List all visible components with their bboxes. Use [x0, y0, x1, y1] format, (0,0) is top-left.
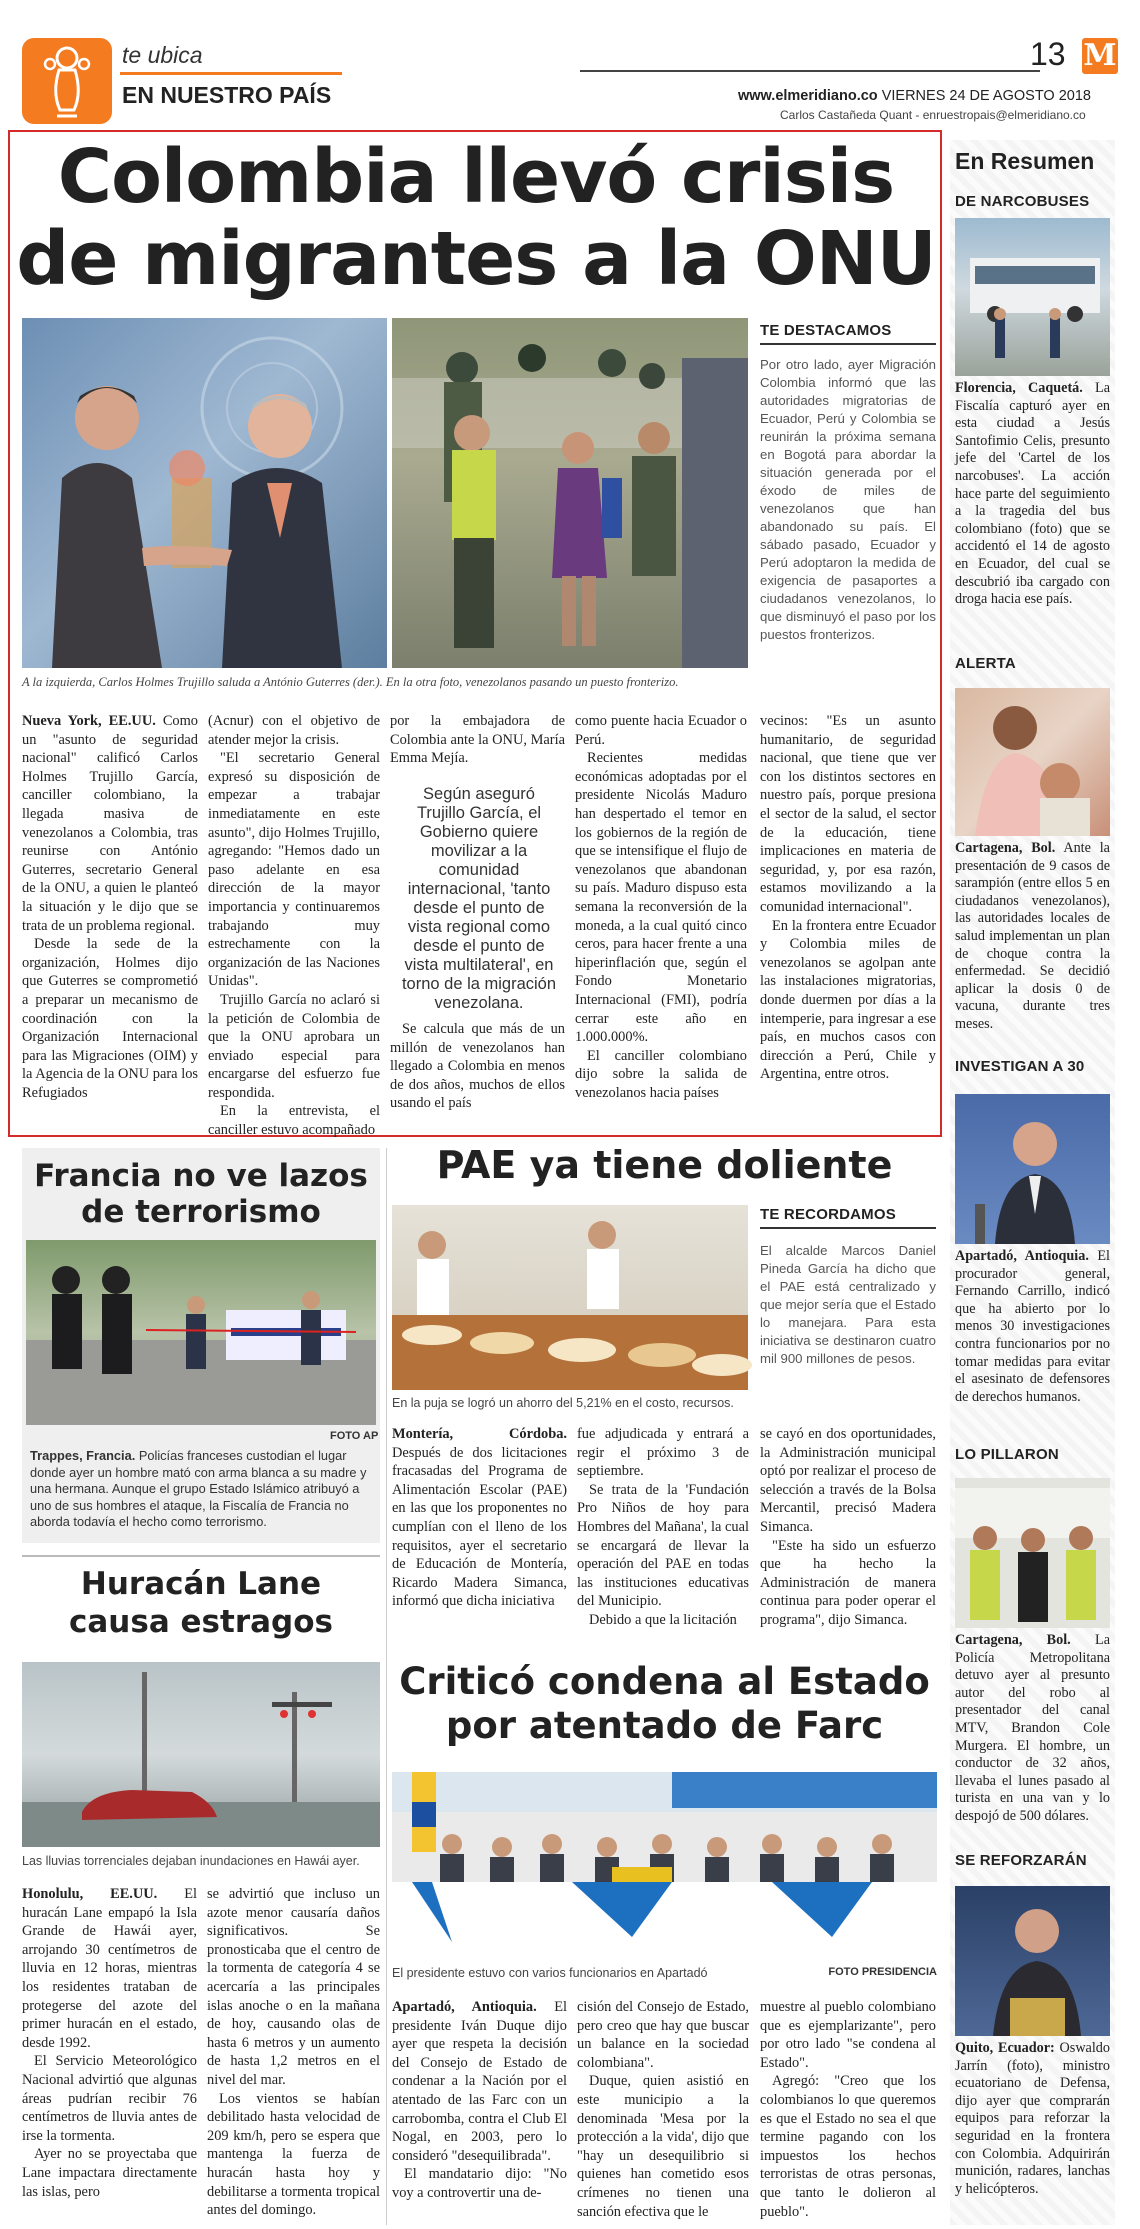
section-label-bottom: EN NUESTRO PAÍS [122, 82, 332, 108]
pae-highlight: El alcalde Marcos Daniel Pineda García ha dicho que el PAE está centralizado y que mejor sería que el Estado lo manejara. Para esta iniciativa se destinaron cuatro mil 900 millones de pesos. [760, 1243, 936, 1366]
editor-contact: Carlos Castañeda Quant - enruestropais@elmeridiano.co [780, 108, 1086, 122]
farc-caption: El presidente estuvo con varios funcionarios en Apartadó [392, 1966, 708, 1980]
main-photo-caption: A la izquierda, Carlos Holmes Trujillo saluda a António Guterres (der.). En la otra foto, venezolanos pasando un puesto fronterizo. [22, 675, 679, 689]
sidebar-dateline-narcobuses: Florencia, Caquetá. [955, 380, 1083, 396]
farc-col-1 [392, 1998, 567, 2225]
sidebar-label-reforzaran: SE REFORZARÁN [955, 1852, 1087, 1869]
pae-col-3-p1: se cayó en dos oportunidades, la Administración municipal optó por realizar el proceso de selección a través de la Bolsa Mercantil, precisó Madera Simanca. [760, 1426, 936, 1535]
pae-label: TE RECORDAMOS [760, 1206, 896, 1223]
farc-col-1-p2: El mandatario dijo: "No voy a controvertir una de- [392, 2166, 567, 2201]
main-headline-line-1: Colombia llevó crisis [57, 134, 895, 220]
huracan-col-2-p2: Los vientos se habían debilitado hasta velocidad de 209 km/h, pero se espera que mantenga la fuerza de huracán hasta hoy y debilitarse a tormenta tropical antes del domingo. [207, 2090, 380, 2219]
farc-col-2-p1: cisión del Consejo de Estado, pero creo que hay que buscar un balance en la sociedad colombiana". [577, 1999, 749, 2071]
sidebar-body-reforzaran: Oswaldo Jarrín (foto), ministro ecuatoriano de Defensa, dijo ayer que comprarán equipos para reforzar la seguridad en la frontera con Colombia. Adquirirán munición, radares, lanchas y helicópteros. [955, 2040, 1110, 2197]
pae-label-rule [760, 1227, 936, 1229]
left-divider [22, 1555, 380, 1557]
francia-caption-text: Policías franceses custodian el lugar donde ayer un hombre mató con arma blanca a su madre y una hermana. Aunque el grupo Estado Islámico atribuyó a uno de sus hombres el ataque, la Fiscalía de Francia no aborda todavía el hecho como terrorismo. [30, 1448, 367, 1529]
section-divider [120, 72, 342, 75]
main-col-2-p3: Trujillo García no aclaró si la petición de Colombia de que la ONU aprobara un enviado especial para encargarse del esfuerzo fue respondida. [208, 991, 380, 1101]
francia-caption [30, 1448, 375, 1531]
sidebar-photo-procurador [955, 1094, 1110, 1244]
sidebar-dateline-reforzaran: Quito, Ecuador: [955, 2040, 1055, 2056]
vase-icon [22, 38, 112, 124]
farc-col-2-p2: Duque, quien asistió en este municipio a la denominada 'Mesa por la protección a la vida', dijo que "hay un desequilibrio si quienes han cometido esos crímenes no tienen una sanción efectiva que le [577, 2073, 749, 2220]
main-col-5-p1: vecinos: "Es un asunto humanitario, de seguridad nacional, que tiene que ver con los distintos sectores en nuestro país, porque presiona el sector de la salud, el sector de la educación, tiene implicaciones en materia de seguridad, y, por esa razón, estamos movilizando a la comunidad internacional". [760, 713, 936, 915]
francia-headline-line-1: Francia no ve lazos [34, 1158, 368, 1194]
pae-caption: En la puja se logró un ahorro del 5,21% en el costo, recursos. [392, 1396, 734, 1410]
pae-col-2-p3: Debido a que la licitación [589, 1611, 737, 1628]
main-col-2-p2: "El secretario General expresó su disposición de empezar a trabajar inmediatamente en este asunto", dijo Holmes Trujillo, agregando: "Hemos dado un paso adelante en esa dirección de la mayor importancia y continuaremos trabajando muy estrechamente con la organización de las Naciones Unidas". [208, 750, 380, 990]
main-col-5-p2: En la frontera entre Ecuador y Colombia miles de venezolanos se agolpan ante las instalaciones migratorias, donde duermen por días a la intemperie, para ingresar a ese país, en muchos casos con dirección a Perú, Chile y Argentina, entre otros. [760, 917, 936, 1083]
huracan-col-1-p2: El Servicio Meteorológico Nacional advirtió que algunas áreas pudrían recibir 76 centímetros de lluvia antes de irse la tormenta. [22, 2053, 197, 2144]
sidebar-label-alerta: ALERTA [955, 655, 1016, 672]
main-col-4-p2: Recientes medidas económicas adoptadas por el presidente Nicolás Maduro han despertado el temor en los gobiernos de la región de que se intensifique el flujo de venezolanos que abandonan su país. Maduro dispuso esta semana la reconversión de la moneda, a la cual quitó cinco ceros, para hacer frente a una hiperinflación que, según el Fondo Monetario Internacional (FMI), podría cerrar este año en 1.000.000%. [575, 750, 747, 1046]
section-logo [22, 38, 112, 124]
sidebar-text-alerta [955, 840, 1110, 1040]
sidebar-label-investigan: INVESTIGAN A 30 [955, 1058, 1085, 1075]
farc-dateline: Apartadó, Antioquia. [392, 1999, 537, 2015]
pull-quote: Según aseguró Trujillo García, el Gobierno quiere movilizar a la comunidad internacional, 'tanto desde el punto de vista regional como desde el punto de vista multilateral', en torno de la migración venezolana. [401, 785, 557, 1012]
huracan-dateline: Honolulu, EE.UU. [22, 1886, 158, 1902]
main-col-1-p1: Como un "asunto de seguridad nacional" calificó Carlos Holmes Trujillo García, canciller colombiano, la llegada masiva de venezolanos a Colombia, tras reunirse con António Guterres, secretario General de la ONU, a quien le planteó la situación y le dijo que se trata de un problema regional. [22, 713, 198, 934]
main-col-2-p4: En la entrevista, el canciller estuvo acompañado [208, 1103, 380, 1139]
sidebar-photo-vaccine [955, 688, 1110, 836]
pae-col-2 [577, 1425, 749, 1653]
main-dateline: Nueva York, EE.UU. [22, 713, 156, 729]
huracan-caption: Las lluvias torrenciales dejaban inundaciones en Hawái ayer. [22, 1854, 360, 1868]
huracan-col-1-p1: El huracán Lane empapó la Isla Grande de Hawái ayer, arrojando 30 centímetros de lluvia en 12 horas, mientras los residentes trataban de protegerse del azote del primer huracán en el estado, desde 1992. [22, 1886, 198, 2051]
sidebar-text-pillaron [955, 1632, 1110, 1842]
sidebar-text-reforzaran [955, 2040, 1110, 2225]
sidebar-text-investigan [955, 1248, 1110, 1426]
sidebar-text-narcobuses [955, 380, 1110, 642]
issue-date: VIERNES 24 DE AGOSTO 2018 [881, 88, 1091, 104]
farc-headline-line-2: por atentado de Farc [445, 1704, 884, 1747]
sidebar-photo-bus [955, 218, 1110, 376]
highlight-rule [760, 343, 936, 345]
farc-headline [392, 1660, 937, 1748]
francia-photo-credit: FOTO AP [330, 1430, 379, 1442]
sidebar-dateline-pillaron: Cartagena, Bol. [955, 1632, 1071, 1648]
farc-col-3 [760, 1998, 936, 2225]
huracan-col-1-p3: Ayer no se proyectaba que Lane impactara directamente las islas, pero [22, 2146, 197, 2200]
photo-france-police [26, 1240, 376, 1425]
sidebar-dateline-investigan: Apartadó, Antioquia. [955, 1248, 1089, 1264]
main-col-3-bottom [390, 1020, 565, 1130]
sidebar-body-pillaron: La Policía Metropolitana detuvo ayer al presunto autor del robo al presentador del canal MTV, Brandon Cole Murgera. El hombre, un conductor de 32 años, llevaba el lunes pasado al turista en una van y lo despojó de 500 dólares. [955, 1632, 1110, 1824]
brand-logo: M [1083, 38, 1117, 73]
main-col-4-p1: como puente hacia Ecuador o Perú. [575, 713, 747, 748]
main-col-3-top [390, 712, 565, 772]
francia-headline-line-2: de terrorismo [81, 1194, 321, 1230]
pae-col-2-p1: fue adjudicada y entrará a regir el próximo 3 de septiembre. [577, 1426, 749, 1480]
main-col-4 [575, 712, 747, 1127]
photo-president-table [392, 1772, 937, 1960]
sidebar-photo-minister [955, 1886, 1110, 2036]
pae-col-3 [760, 1425, 936, 1653]
pae-dateline: Montería, Córdoba. [392, 1426, 567, 1442]
vertical-divider [386, 1148, 387, 2225]
sidebar-photo-arrest [955, 1478, 1110, 1628]
pae-col-1-p1: Después de dos licitaciones fracasadas del Programa de Alimentación Escolar (PAE) en las que los proponentes no cumplían con el lleno de los requisitos, ayer el secretario de Educación de Montería, Ricardo Madera Simanca, informó que dicha iniciativa [392, 1444, 567, 1610]
farc-headline-line-1: Criticó condena al Estado [399, 1660, 930, 1703]
farc-col-1-p1: El presidente Iván Duque dijo ayer que respeta la decisión del Consejo de Estado de condenar a la Nación por el atentado de las Farc con un carrobomba, contra el Club El Nogal, en 2003, pero lo consideró "desequilibrada". [392, 1999, 568, 2164]
main-headline [14, 136, 938, 300]
main-col-1 [22, 712, 198, 1127]
farc-col-3-p1: muestre al pueblo colombiano que es ejemplarizante", pero por otro lado "se condena al Estado". [760, 1999, 936, 2071]
sidebar-label-pillaron: LO PILLARON [955, 1446, 1059, 1463]
site-url[interactable]: www.elmeridiano.co [738, 88, 878, 104]
main-col-5 [760, 712, 936, 1127]
huracan-col-1 [22, 1885, 197, 2225]
huracan-col-2-p1: se advirtió que incluso un azote menor causaría daños significativos. Se pronosticaba que el centro de la tormenta de categoría 4 se acercaría a las principales islas anoche o en la mañana de hoy, causando olas de hasta 6 metros y un aumento de hasta 1,2 metros en el nivel del mar. [207, 1886, 380, 2088]
pae-col-3-p2: "Este ha sido un esfuerzo que ha hecho la Administración de manera continua para poder operar el programa", dijo Simanca. [760, 1537, 936, 1628]
francia-headline [22, 1158, 380, 1230]
sidebar-body-investigan: El procurador general, Fernando Carrillo, indicó que ha abierto por lo menos 30 investigaciones contra funcionarios por no tomar medidas para evitar el asesinato de defensores de derechos humanos. [955, 1248, 1110, 1405]
huracan-headline-line-2: causa estragos [69, 1604, 333, 1640]
main-col-3-p1: por la embajadora de Colombia ante la ONU, María Emma Mejía. [390, 713, 565, 767]
photo-school-meals [392, 1205, 748, 1390]
huracan-headline-line-1: Huracán Lane [80, 1566, 322, 1602]
photo-border-crossing [392, 318, 748, 668]
header-url-date [738, 88, 1091, 104]
main-col-2 [208, 712, 380, 1139]
section-label-top: te ubica [122, 42, 203, 68]
sidebar-label-narcobuses: DE NARCOBUSES [955, 193, 1090, 210]
francia-caption-dateline: Trappes, Francia. [30, 1448, 136, 1463]
sidebar-body-narcobuses: La Fiscalía capturó ayer en esta ciudad a Jesús Santofimio Celis, presunto jefe del 'Cartel de los narcobuses'. La acción hace parte del seguimiento a la tragedia del bus colombiano (foto) que se accidentó el 14 de agosto en Ecuador, del cual se descubrió iba cargado con droga hacia ese país. [955, 380, 1110, 608]
photo-handshake [22, 318, 387, 668]
farc-col-3-p2: Agregó: "Creo que los colombianos lo que queremos es que el Estado no sea el que termine pagando con los impuestos los hechos terroristas de otras personas, que tanto le dolieron al pueblo". [760, 2073, 936, 2220]
header-rule [580, 70, 1040, 72]
sidebar-dateline-alerta: Cartagena, Bol. [955, 840, 1056, 856]
huracan-col-2 [207, 1885, 380, 2225]
main-headline-line-2: de migrantes a la ONU [16, 216, 936, 302]
pae-col-2-p2: Se trata de la 'Fundación Pro Niños de hoy para Hombres del Mañana', la cual se encargará de llevar la operación del PAE en todas las instituciones educativas del Municipio. [577, 1481, 749, 1610]
highlight-label: TE DESTACAMOS [760, 322, 892, 339]
main-col-3-p2: Se calcula que más de un millón de venezolanos han llegado a Colombia en menos de dos años, muchos de ellos usando el país [390, 1021, 565, 1112]
photo-hawaii-flood [22, 1662, 380, 1847]
main-col-4-p3: El canciller colombiano dijo sobre la salida de venezolanos hacia países [575, 1047, 747, 1101]
sidebar-title: En Resumen [955, 148, 1095, 174]
sidebar-body-alerta: Ante la presentación de 9 casos de sarampión (entre ellos 5 en ciudadanos venezolanos), las autoridades locales de salud implementan un plan de choque contra la enfermedad. Se decidió aplicar la dosis 0 de vacuna, durante tres meses. [955, 840, 1110, 1032]
huracan-headline [22, 1565, 380, 1641]
pae-headline: PAE ya tiene doliente [436, 1143, 893, 1187]
farc-photo-credit: FOTO PRESIDENCIA [828, 1966, 937, 1978]
farc-col-2 [577, 1998, 749, 2225]
main-col-2-p1: (Acnur) con el objetivo de atender mejor la crisis. [208, 713, 380, 748]
pae-col-1 [392, 1425, 567, 1653]
page-number: 13 [1030, 36, 1066, 72]
main-col-1-p2: Desde la sede de la organización, Holmes dijo que Guterres se comprometió a preparar un mecanismo de coordinación con la Organización Internacional para las Migraciones (OIM) y la Agencia de la ONU para los Refugiados [22, 936, 198, 1101]
highlight-text: Por otro lado, ayer Migración Colombia informó que las autoridades migratorias de Ecuador, Perú y Colombia se reunirán la próxima semana en Bogotá para abordar la situación generada por el éxodo de miles de venezolanos que han abandonado su país. El sábado pasado, Ecuador y Perú adoptaron la medida de exigencia de pasaportes a ciudadanos venezolanos, lo que disminuyó el paso por los puestos fronterizos. [760, 357, 936, 642]
